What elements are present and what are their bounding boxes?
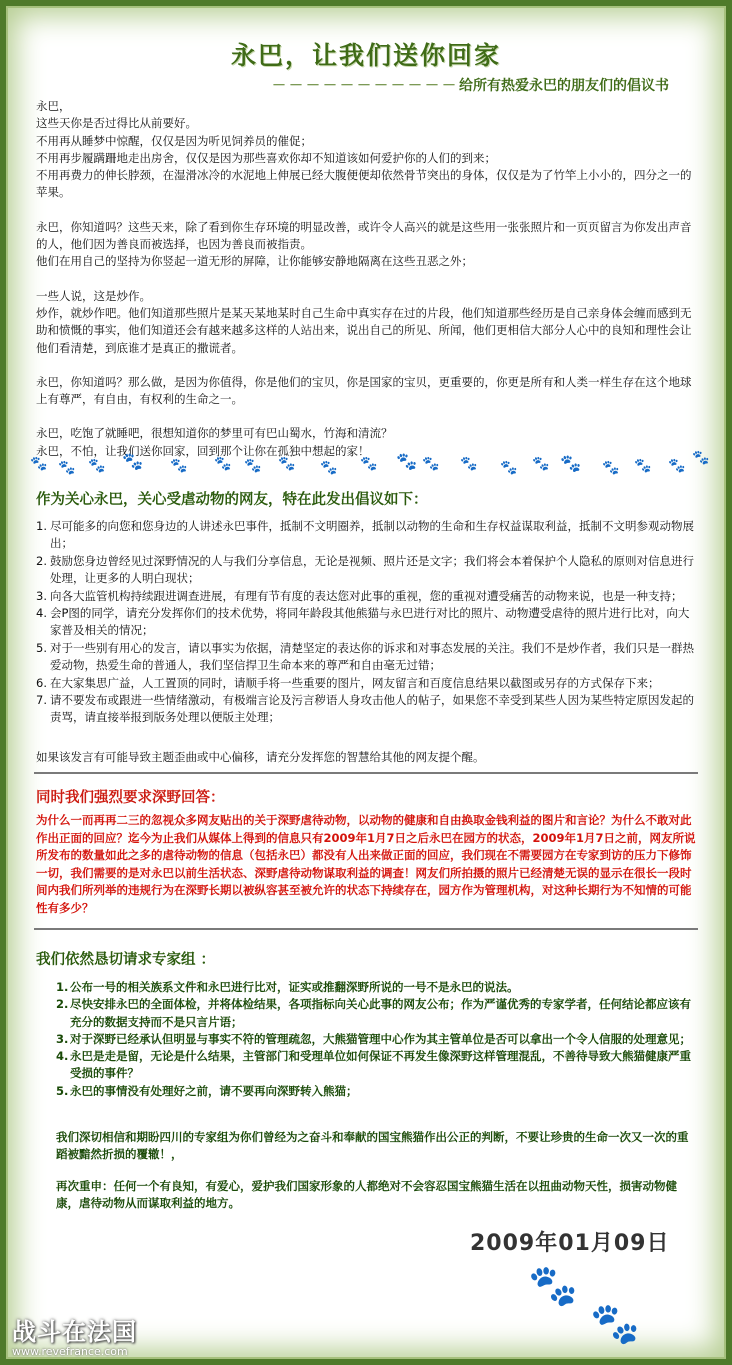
subtitle-dashes: －－－－－－－－－－－ <box>272 78 459 94</box>
document-date: 2009年01月09日 <box>470 1231 670 1256</box>
list-item <box>56 979 696 996</box>
paw-print-icon: 🐾 <box>590 1301 640 1347</box>
paw-print-icon: 🐾 <box>460 456 478 472</box>
proposal-list <box>36 518 696 727</box>
item-number: 3. <box>56 1031 69 1046</box>
watermark-url: www.revefrance.com <box>12 1345 128 1358</box>
paw-print-icon: 🐾 <box>170 458 188 474</box>
item-number: 5. <box>56 1083 69 1098</box>
item-text: 鼓励您身边曾经见过深野情况的人与我们分享信息，无论是视频、照片还是文字；我们将会本着保护个人隐私的原则对信息进行处理，让更多的人明白现状； <box>50 553 694 586</box>
paw-print-icon: 🐾 <box>214 456 232 472</box>
experts-list <box>56 979 696 1100</box>
item-text: 请不要发布或跟进一些情绪激动，有极端言论及污言秽语人身攻击他人的帖子，如果您不幸受到某些人因为某些特定原因发起的责骂，请直接举报到版务处理以便版主处理； <box>50 693 694 725</box>
list-item <box>36 588 696 605</box>
paw-print-icon: 🐾 <box>396 452 418 472</box>
item-number: 3. <box>36 588 47 603</box>
item-number: 7. <box>36 693 47 708</box>
paw-print-icon: 🐾 <box>30 456 48 472</box>
item-number: 4. <box>36 606 47 621</box>
item-text: 公布一号的相关族系文件和永巴进行比对，证实或推翻深野所说的一号不是永巴的说法。 <box>70 980 519 994</box>
item-number: 2. <box>56 997 69 1012</box>
item-text: 对于一些别有用心的发言，请以事实为依据，清楚坚定的表达你的诉求和对事态发展的关注。我们不是炒作者，我们只是一群热爱动物，热爱生命的普通人，我们坚信捍卫生命本来的尊严和自由毫无过错； <box>50 640 694 673</box>
paw-print-icon: 🐾 <box>528 1263 578 1309</box>
item-text: 永巴是走是留，无论是什么结果，主管部门和受理单位如何保证不再发生像深野这样管理混乱，不善待导致大熊猫健康严重受损的事件？ <box>70 1049 691 1081</box>
item-text: 在大家集思广益，人工置顶的同时，请顺手将一些重要的图片，网友留言和百度信息结果以截图或另存的方式保存下来； <box>50 675 660 690</box>
page-title: 永巴，让我们送你回家 <box>230 41 501 70</box>
item-text: 永巴的事情没有处理好之前，请不要再向深野转入熊猫； <box>70 1083 358 1098</box>
paw-print-icon: 🐾 <box>634 458 652 474</box>
proposal-heading: 作为关心永巴，关心受虐动物的网友，特在此发出倡议如下： <box>36 492 428 508</box>
paw-print-icon: 🐾 <box>602 460 620 476</box>
list-item <box>56 1031 696 1048</box>
item-text: 尽可能多的向您和您身边的人讲述永巴事件，抵制不文明圈养，抵制以动物的生命和生存权益谋取利益，抵制不文明参观动物展出； <box>50 519 694 551</box>
subtitle-text: 给所有热爱永巴的朋友们的倡议书 <box>459 78 669 94</box>
list-item <box>56 1083 696 1100</box>
item-text: 向各大监管机构持续跟进调查进展，有理有节有度的表达您对此事的重视，您的重视对遭受痛苦的动物来说，也是一种支持； <box>50 588 683 603</box>
letter-paragraph: 永巴，吃饱了就睡吧，很想知道你的梦里可有巴山蜀水，竹海和清流？ 永巴，不怕，让我们送你回家，回到那个让你在孤独中想起的家！ <box>36 426 393 458</box>
demand-paragraph: 为什么一而再再二三的忽视众多网友贴出的关于深野虐待动物，以动物的健康和自由换取金钱利益的图片和言论？为什么不敢对此作出正面的回应？迄今为止我们从媒体上得到的信息只有2009年1月7日之后永巴在园方的状态，2009年1月7日之前，网友所说所发布的数量如此之多的虐待动物的信息（包括永巴）都没有人出来做正面的回应，我们现在不需要园方在专家到访的压力下修饰一切，我们需要的是对永巴以前生活状态、深野虐待动物谋取利益的调查！网友们所拍摄的照片已经清楚无误的显示在很长一段时间内我们所列举的违规行为在深野长期以被纵容甚至被允许的状态下持续存在，园方作为管理机构，对这种长期行为不知情的可能性有多少？ <box>36 813 696 915</box>
list-item <box>36 692 696 727</box>
proposal-note: 如果该发言有可能导致主题歪曲或中心偏移，请充分发挥您的智慧给其他的网友提个醒。 <box>36 750 485 764</box>
paw-print-icon: 🐾 <box>122 452 144 472</box>
paw-print-icon: 🐾 <box>320 460 338 476</box>
paw-print-icon: 🐾 <box>88 458 106 474</box>
item-number: 2. <box>36 553 47 568</box>
item-text: 对于深野已经承认但明显与事实不符的管理疏忽，大熊猫管理中心作为其主管单位是否可以拿出一个令人信服的处理意见； <box>70 1031 691 1046</box>
letter-paragraph: 一些人说，这是炒作。 炒作，就炒作吧。他们知道那些照片是某天某地某时自己生命中真实存在过的片段，他们知道那些经历是自己亲身体会缠而感到无助和愤慨的事实，他们知道还会有越来越多这样的人站出来，说出自己的所见、所闻，他们更相信大部分人心中的良知和理性会让他们看清楚，到底谁才是真正的撒谎者。 <box>36 288 692 355</box>
paw-print-icon: 🐾 <box>668 458 686 474</box>
section-divider <box>34 772 698 774</box>
section-divider <box>34 928 698 930</box>
item-number: 1. <box>36 519 47 533</box>
letter-paragraph: 永巴， 这些天你是否过得比从前要好。 不用再从睡梦中惊醒，仅仅是因为听见饲养员的催促； 不用再步履蹒跚地走出房舍，仅仅是因为那些喜欢你却不知道该如何爱护你的人们的到来； 不用再费力的伸长脖颈，在湿滑冰冷的水泥地上伸展已经大腹便便却依然骨节突出的身体，仅仅是为了竹竿上小小的，四分之一的苹果。 <box>36 99 692 200</box>
paw-print-divider <box>30 450 710 480</box>
paw-print-icon: 🐾 <box>500 460 518 476</box>
experts-heading: 我们依然恳切请求专家组 ： <box>36 952 216 968</box>
paw-print-icon: 🐾 <box>278 456 296 472</box>
letter-paragraph: 永巴，你知道吗？那么做，是因为你值得，你是他们的宝贝，你是国家的宝贝，更重要的，你更是所有和人类一样生存在这个地球上有尊严，有自由，有权利的生命之一。 <box>36 374 692 407</box>
paw-print-icon: 🐾 <box>422 456 440 472</box>
letter-body <box>36 98 696 477</box>
list-item <box>36 605 696 640</box>
paw-print-icon: 🐾 <box>560 454 582 474</box>
letter-paragraph: 永巴，你知道吗？这些天来，除了看到你生存环境的明显改善，或许令人高兴的就是这些用一张张照片和一页页留言为你发出声音的人，他们因为善良而被选择，也因为善良而被指责。 他们在用自己的坚持为你竖起一道无形的屏障，让你能够安静地隔离在这些丑恶之外； <box>36 219 692 269</box>
list-item <box>56 996 696 1031</box>
paw-print-icon: 🐾 <box>58 460 76 476</box>
reiterate-paragraph: 再次重申：任何一个有良知，有爱心，爱护我们国家形象的人都绝对不会容忍国宝熊猫生活在以扭曲动物天性，损害动物健康，虐待动物从而谋取利益的地方。 <box>56 1179 677 1211</box>
list-item <box>36 675 696 692</box>
site-watermark <box>12 1312 137 1358</box>
list-item <box>36 518 696 553</box>
paw-print-icon: 🐾 <box>244 458 262 474</box>
paw-print-icon: 🐾 <box>692 450 710 466</box>
paw-print-icon: 🐾 <box>360 456 378 472</box>
item-text: 尽快安排永巴的全面体检，并将体检结果，各项指标向关心此事的网友公布；作为严谨优秀的专家学者，任何结论都应该有充分的数据支持而不是只言片语； <box>70 997 691 1029</box>
paw-print-icon: 🐾 <box>532 456 550 472</box>
list-item <box>36 553 696 588</box>
list-item <box>56 1048 696 1083</box>
page-subtitle <box>272 75 712 95</box>
trust-paragraph: 我们深切相信和期盼四川的专家组为你们曾经为之奋斗和奉献的国宝熊猫作出公正的判断，不要让珍贵的生命一次又一次的重蹈被黯然折损的覆辙！， <box>56 1130 689 1162</box>
demand-heading: 同时我们强烈要求深野回答： <box>36 790 225 806</box>
item-number: 1. <box>56 980 69 994</box>
watermark-site-name: 战斗在法国 <box>12 1318 137 1346</box>
list-item <box>36 640 696 675</box>
item-number: 6. <box>36 675 47 690</box>
item-number: 5. <box>36 640 47 655</box>
item-text: 会P图的同学，请充分发挥你们的技术优势，将同年龄段其他熊猫与永巴进行对比的照片、动物遭受虐待的照片进行比对，向大家普及相关的情况； <box>50 606 690 638</box>
item-number: 4. <box>56 1049 69 1064</box>
